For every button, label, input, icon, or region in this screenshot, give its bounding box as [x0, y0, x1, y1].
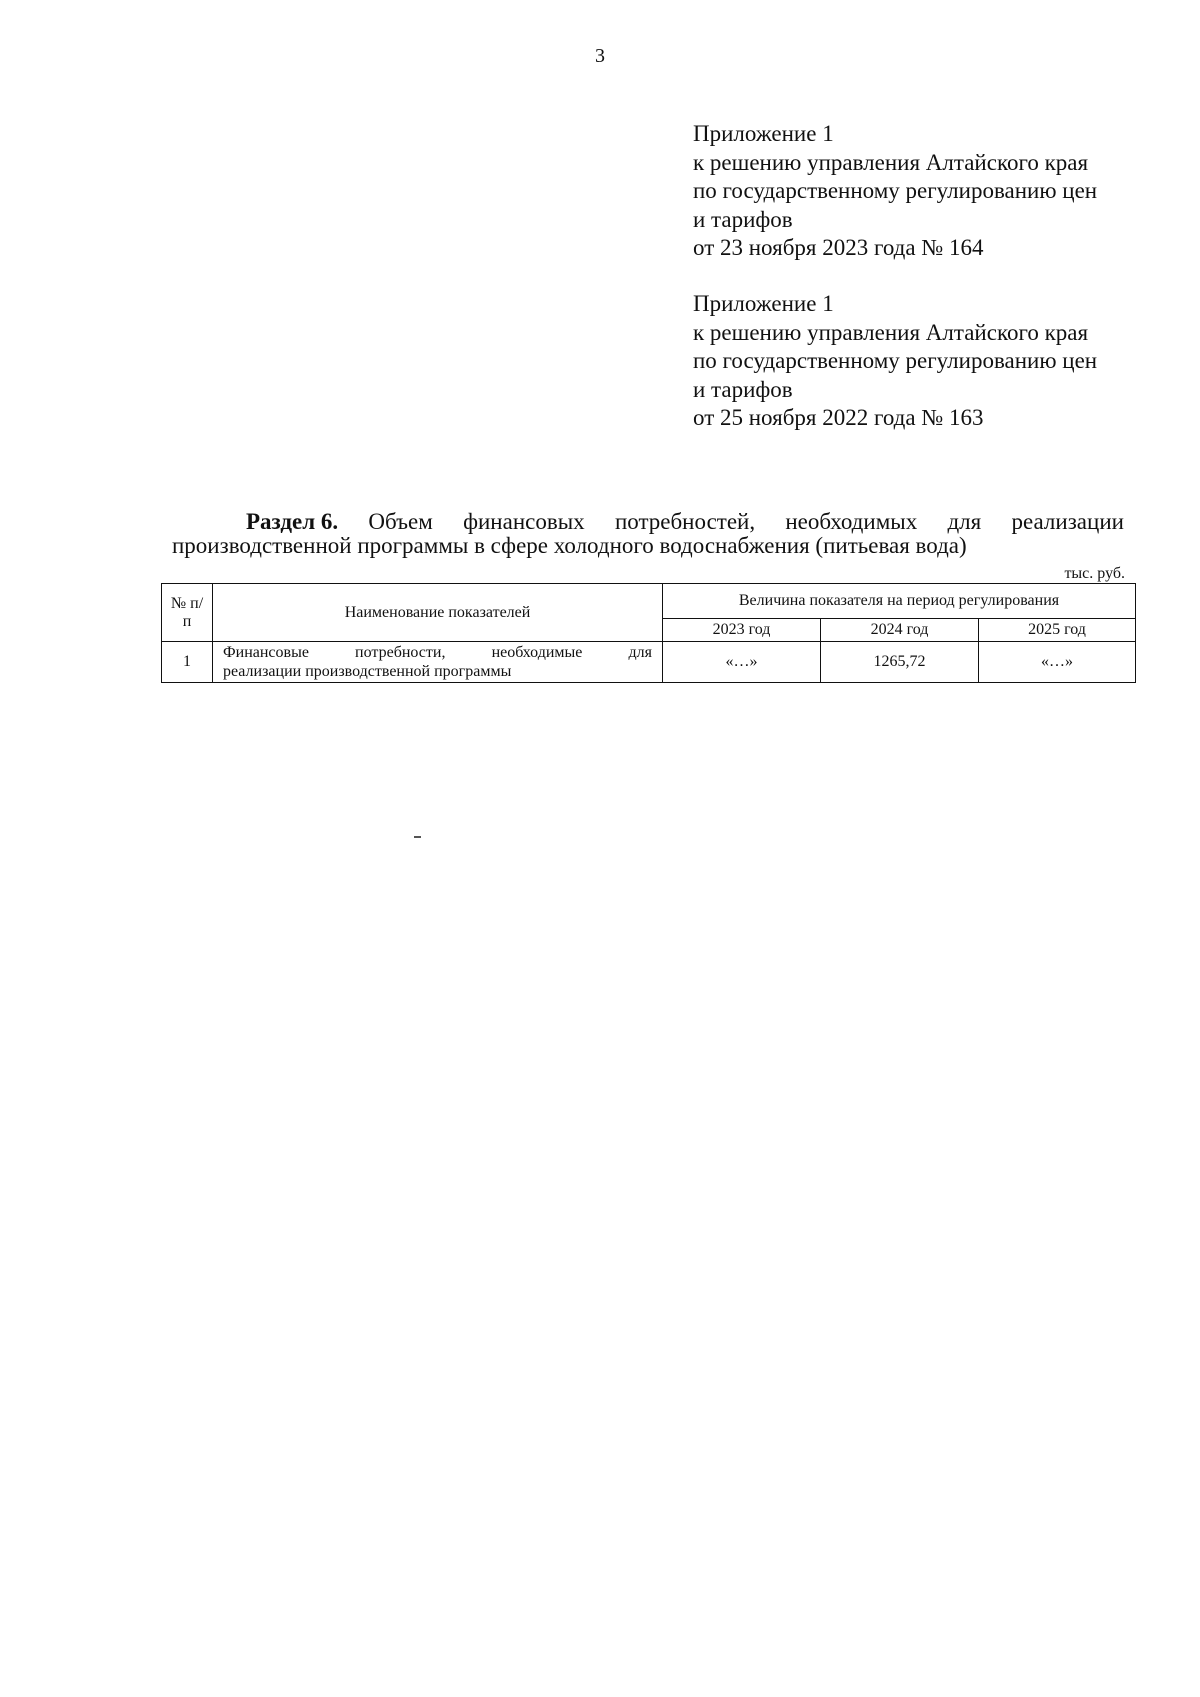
- appendix-line: по государственному регулированию цен: [693, 348, 1098, 373]
- heading-word: реализации: [1011, 509, 1124, 534]
- appendix-previous: [693, 290, 1153, 433]
- section-heading-line1: [172, 510, 1124, 534]
- section-heading-line2: производственной программы в сфере холодного водоснабжения (питьевая вода): [172, 533, 967, 558]
- row-value-2024: 1265,72: [821, 642, 979, 683]
- appendix-line: от 25 ноября 2022 года № 163: [693, 405, 984, 430]
- table-header-row: [162, 584, 1136, 619]
- row-name-line2: реализации производственной программы: [223, 663, 512, 680]
- row-value-2025: «…»: [979, 642, 1136, 683]
- appendix-line: Приложение 1: [693, 121, 834, 146]
- header-name: Наименование показателей: [213, 584, 663, 642]
- row-name-line1: [223, 643, 652, 662]
- appendix-current: [693, 120, 1153, 263]
- header-year: 2023 год: [663, 619, 821, 642]
- appendix-line: и тарифов: [693, 376, 793, 402]
- appendix-line: по государственному регулированию цен: [693, 178, 1098, 203]
- row-num: 1: [162, 642, 213, 683]
- header-year: 2025 год: [979, 619, 1136, 642]
- heading-word: потребностей,: [614, 509, 756, 534]
- stray-dash-mark: [414, 836, 421, 838]
- section-heading: [172, 510, 1124, 558]
- heading-word: финансовых: [463, 509, 585, 534]
- row-value-2023: «…»: [663, 642, 821, 683]
- units-label: тыс. руб.: [1064, 565, 1125, 582]
- row-name-word: потребности,: [355, 644, 446, 661]
- appendix-line: от 23 ноября 2023 года № 164: [693, 235, 984, 260]
- heading-word: необходимых: [785, 509, 918, 534]
- row-name-word: необходимые: [491, 644, 583, 661]
- heading-word: Объем: [368, 509, 433, 534]
- appendix-line: к решению управления Алтайского края: [693, 149, 1089, 175]
- row-name-word: для: [628, 644, 652, 661]
- row-name-word: Финансовые: [223, 644, 309, 661]
- page-number: 3: [595, 45, 605, 67]
- appendix-line: к решению управления Алтайского края: [693, 319, 1089, 345]
- table-row: [162, 642, 1136, 683]
- appendix-line: Приложение 1: [693, 291, 834, 316]
- heading-word: для: [947, 509, 982, 534]
- header-year: 2024 год: [821, 619, 979, 642]
- section-label: Раздел 6.: [246, 509, 339, 534]
- appendix-line: и тарифов: [693, 206, 793, 232]
- header-num: № п/п: [162, 584, 213, 642]
- finance-table: [161, 583, 1136, 683]
- header-period: Величина показателя на период регулирования: [663, 584, 1136, 619]
- row-name: [213, 642, 663, 683]
